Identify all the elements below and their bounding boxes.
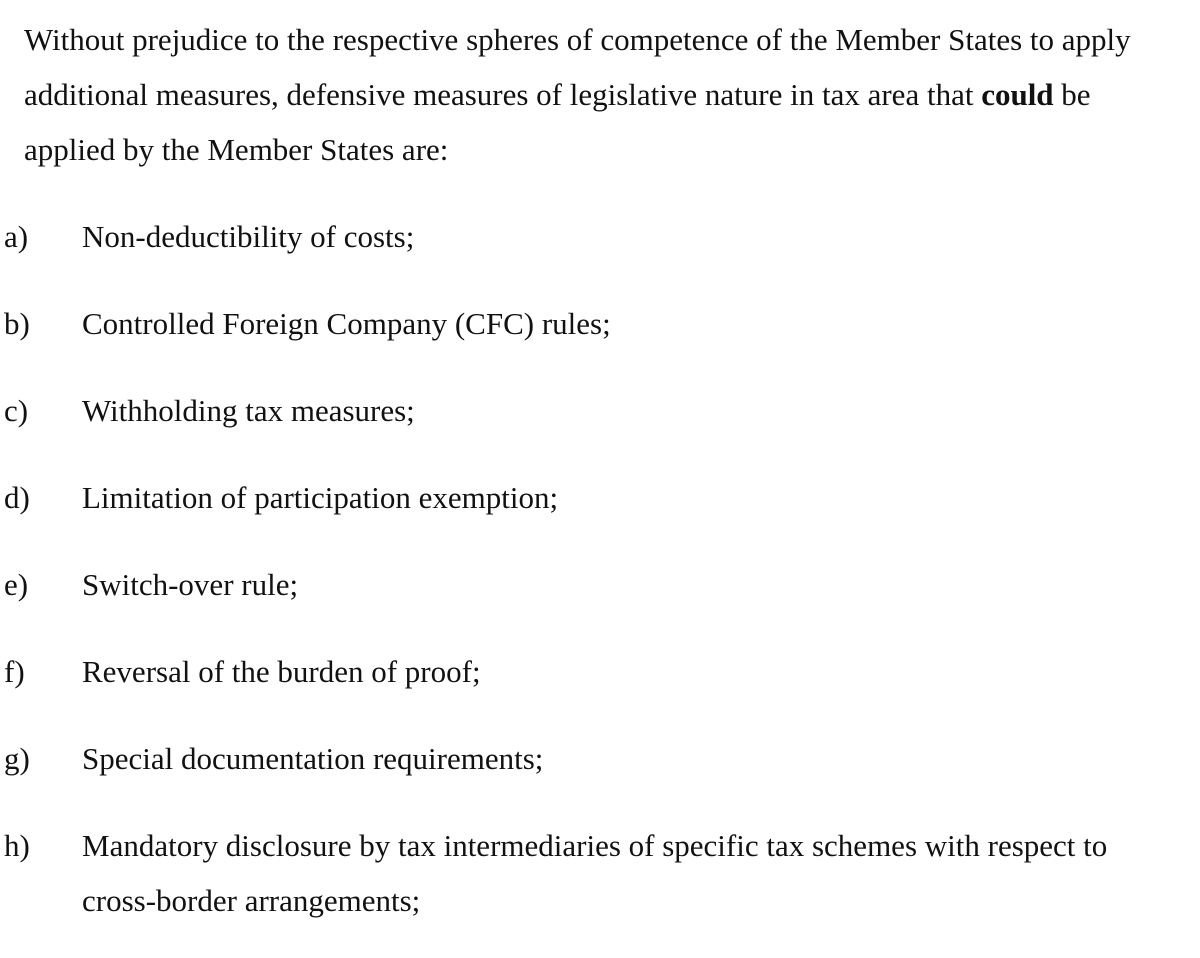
- list-item-text: Limitation of participation exemption;: [82, 480, 559, 515]
- intro-emphasis: could: [981, 77, 1054, 112]
- list-item-text: Mandatory disclosure by tax intermediaries of specific tax schemes with respect to cross-border arrangements;: [82, 828, 1108, 918]
- list-item-text: Non-deductibility of costs;: [82, 219, 415, 254]
- list-item-marker: c): [4, 393, 29, 428]
- list-item-marker: h): [4, 828, 30, 863]
- list-item-text: Switch-over rule;: [82, 567, 299, 602]
- list-item-marker: f): [4, 654, 25, 689]
- list-item-text: Reversal of the burden of proof;: [82, 654, 481, 689]
- list-item-marker: d): [4, 480, 30, 515]
- list-item-marker: b): [4, 306, 30, 341]
- list-item-marker: e): [4, 567, 29, 602]
- list-item-text: Special documentation requirements;: [82, 741, 544, 776]
- list-item-text: Withholding tax measures;: [82, 393, 415, 428]
- intro-text-after: be applied by the Member States are:: [24, 77, 1091, 167]
- intro-paragraph: [24, 12, 1184, 177]
- intro-text-before: Without prejudice to the respective spheres of competence of the Member States to apply additional measures, defensive measures of legislative nature in tax area that: [24, 22, 1131, 112]
- list-item-marker: a): [4, 219, 29, 254]
- list-item-text: Controlled Foreign Company (CFC) rules;: [82, 306, 611, 341]
- list-item-marker: g): [4, 741, 30, 776]
